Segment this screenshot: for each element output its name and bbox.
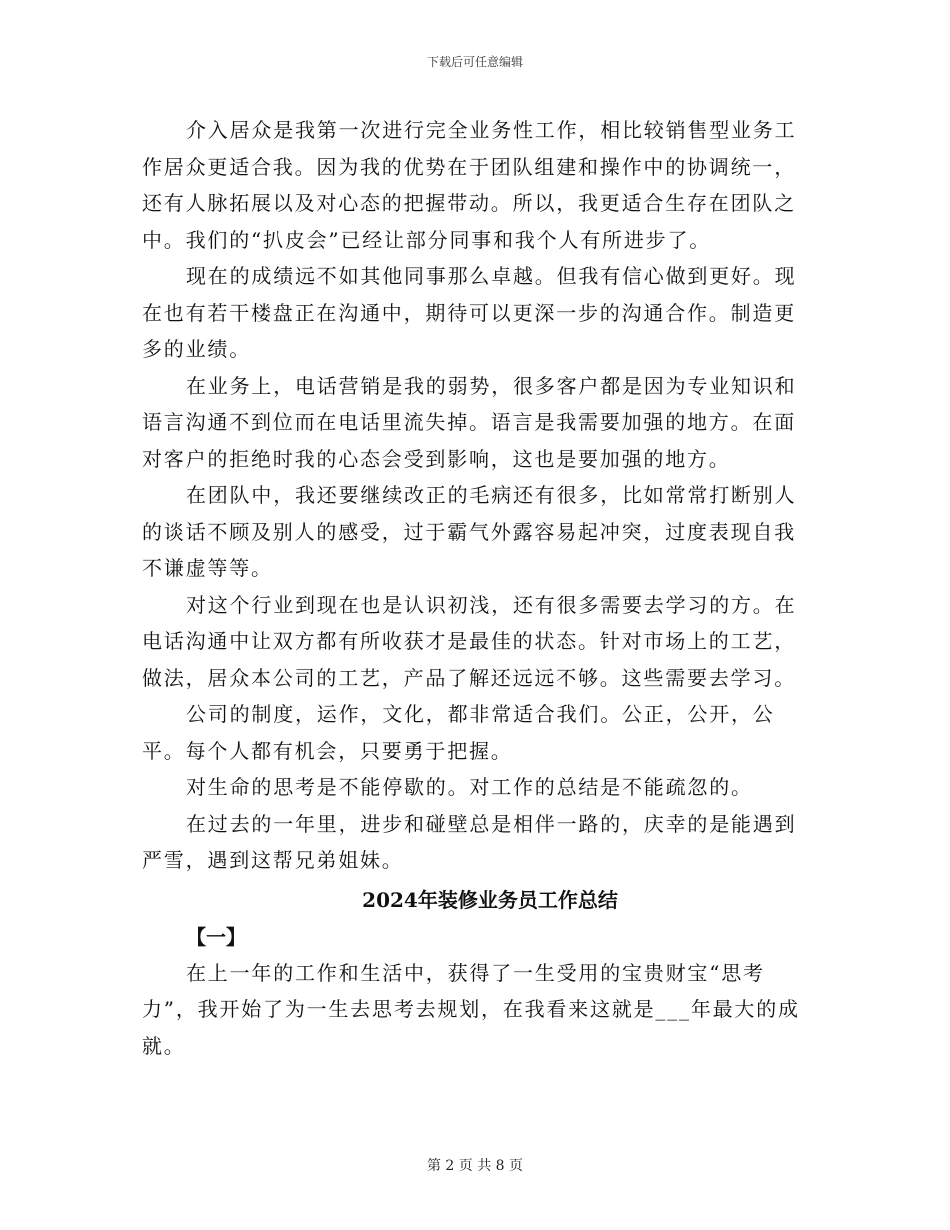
paragraph: 在团队中，我还要继续改正的毛病还有很多，比如常常打断别人的谈话不顾及别人的感受，过于霸气外露容易起冲突，过度表现自我不谦虚等等。	[142, 483, 797, 580]
section-label: 【一】	[186, 924, 246, 949]
paragraph: 在过去的一年里，进步和碰壁总是相伴一路的，庆幸的是能遇到严雪，遇到这帮兄弟姐妹。	[142, 811, 797, 872]
section-title: 2024年装修业务员工作总结	[362, 887, 618, 912]
page-header: 下载后可任意编辑	[426, 55, 523, 69]
paragraph: 公司的制度，运作，文化，都非常适合我们。公正，公开，公平。每个人都有机会，只要勇于把握。	[142, 702, 775, 763]
page-footer: 第 2 页 共 8 页	[426, 1158, 524, 1174]
paragraph: 对这个行业到现在也是认识初浅，还有很多需要去学习的方。在电话沟通中让双方都有所收获才是最佳的状态。针对市场上的工艺，做法，居众本公司的工艺，产品了解还远远不够。这些需要去学习。	[142, 592, 797, 690]
document-body	[142, 112, 810, 1064]
paragraph: 对生命的思考是不能停歇的。对工作的总结是不能疏忽的。	[186, 775, 753, 799]
paragraph: 现在的成绩远不如其他同事那么卓越。但我有信心做到更好。现在也有若干楼盘正在沟通中，期待可以更深一步的沟通合作。制造更多的业绩。	[142, 264, 797, 361]
paragraph: 在上一年的工作和生活中，获得了一生受用的宝贵财宝“思考力”，我开始了为一生去思考去规划，在我看来这就是___年最大的成就。	[142, 960, 800, 1058]
paragraph: 在业务上，电话营销是我的弱势，很多客户都是因为专业知识和语言沟通不到位而在电话里流失掉。语言是我需要加强的地方。在面对客户的拒绝时我的心态会受到影响，这也是要加强的地方。	[142, 373, 797, 471]
paragraph: 介入居众是我第一次进行完全业务性工作，相比较销售型业务工作居众更适合我。因为我的优势在于团队组建和操作中的协调统一，还有人脉拓展以及对心态的把握带动。所以，我更适合生存在团队之中。我们的“扒皮会”已经让部分同事和我个人有所进步了。	[142, 118, 797, 252]
